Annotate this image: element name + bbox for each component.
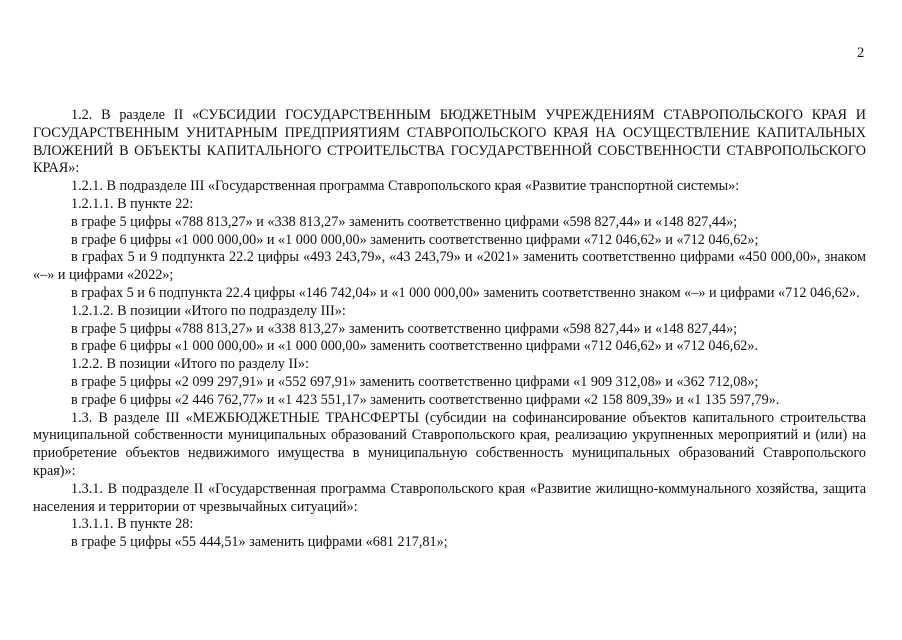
page-number: 2	[857, 45, 865, 61]
paragraph-item: в графе 5 цифры «788 813,27» и «338 813,27» заменить соответственно цифрами «598 827,44» и «148 827,44»;	[71, 320, 738, 337]
paragraph-1-2-1-1: 1.2.1.1. В пункте 22:	[71, 195, 194, 212]
paragraph-item: в графе 5 цифры «2 099 297,91» и «552 697,91» заменить соответственно цифрами «1 909 312,08» и «362 712,08»;	[71, 373, 759, 390]
paragraph-1-2-2: 1.2.2. В позиции «Итого по разделу II»:	[71, 356, 309, 373]
paragraph-item: в графе 5 цифры «55 444,51» заменить цифрами «681 217,81»;	[71, 534, 448, 551]
paragraph-1-3-1-1: 1.3.1.1. В пункте 28:	[71, 516, 194, 533]
paragraph-item: в графе 6 цифры «1 000 000,00» и «1 000 000,00» заменить соответственно цифрами «712 046,62» и «712 046,62»;	[71, 231, 759, 248]
paragraph-section-1-2: 1.2. В разделе II «СУБСИДИИ ГОСУДАРСТВЕННЫМ БЮДЖЕТНЫМ УЧРЕЖДЕНИЯМ СТАВРОПОЛЬСКОГО КРАЯ И ГОСУДАРСТВЕННЫМ УНИТАРНЫМ ПРЕДПРИЯТИЯМ СТАВРОПОЛЬСКОГО КРАЯ НА ОСУЩЕСТВЛЕНИЕ КАПИТАЛЬНЫХ ВЛОЖЕНИЙ В ОБЪЕКТЫ КАПИТАЛЬНОГО СТРОИТЕЛЬСТВА ГОСУДАРСТВЕННОЙ СОБСТВЕННОСТИ СТАВРОПОЛЬСКОГО КРАЯ»:	[33, 107, 866, 177]
paragraph-item: в графе 6 цифры «2 446 762,77» и «1 423 551,17» заменить соответственно цифрами «2 158 809,39» и «1 135 597,79».	[71, 391, 780, 408]
document-body	[33, 107, 866, 552]
paragraph-1-2-1: 1.2.1. В подразделе III «Государственная программа Ставропольского края «Развитие транспортной системы»:	[71, 178, 740, 195]
paragraph-item: в графе 6 цифры «1 000 000,00» и «1 000 000,00» заменить соответственно цифрами «712 046,62» и «712 046,62».	[71, 338, 759, 355]
paragraph-item: в графах 5 и 6 подпункта 22.4 цифры «146 742,04» и «1 000 000,00» заменить соответственно знаком «–» и цифрами «712 046,62».	[71, 284, 860, 301]
paragraph-item: в графе 5 цифры «788 813,27» и «338 813,27» заменить соответственно цифрами «598 827,44» и «148 827,44»;	[71, 213, 738, 230]
paragraph-1-2-1-2: 1.2.1.2. В позиции «Итого по подразделу III»:	[71, 302, 346, 319]
paragraph-item: в графах 5 и 9 подпункта 22.2 цифры «493 243,79», «43 243,79» и «2021» заменить соответственно цифрами «450 000,00», знаком «–» и цифрами «2022»;	[33, 249, 866, 284]
paragraph-1-3-1: 1.3.1. В подразделе II «Государственная программа Ставропольского края «Развитие жилищно-коммунального хозяйства, защита населения и территории от чрезвычайных ситуаций»:	[33, 480, 866, 515]
paragraph-section-1-3: 1.3. В разделе III «МЕЖБЮДЖЕТНЫЕ ТРАНСФЕРТЫ (субсидии на софинансирование объектов капитального строительства муниципальной собственности муниципальных образований Ставропольского края, реализацию укрупненных мероприятий и (или) на приобретение объектов недвижимого имущества в муниципальную собственность муниципальных образований Ставропольского края)»:	[33, 409, 866, 479]
